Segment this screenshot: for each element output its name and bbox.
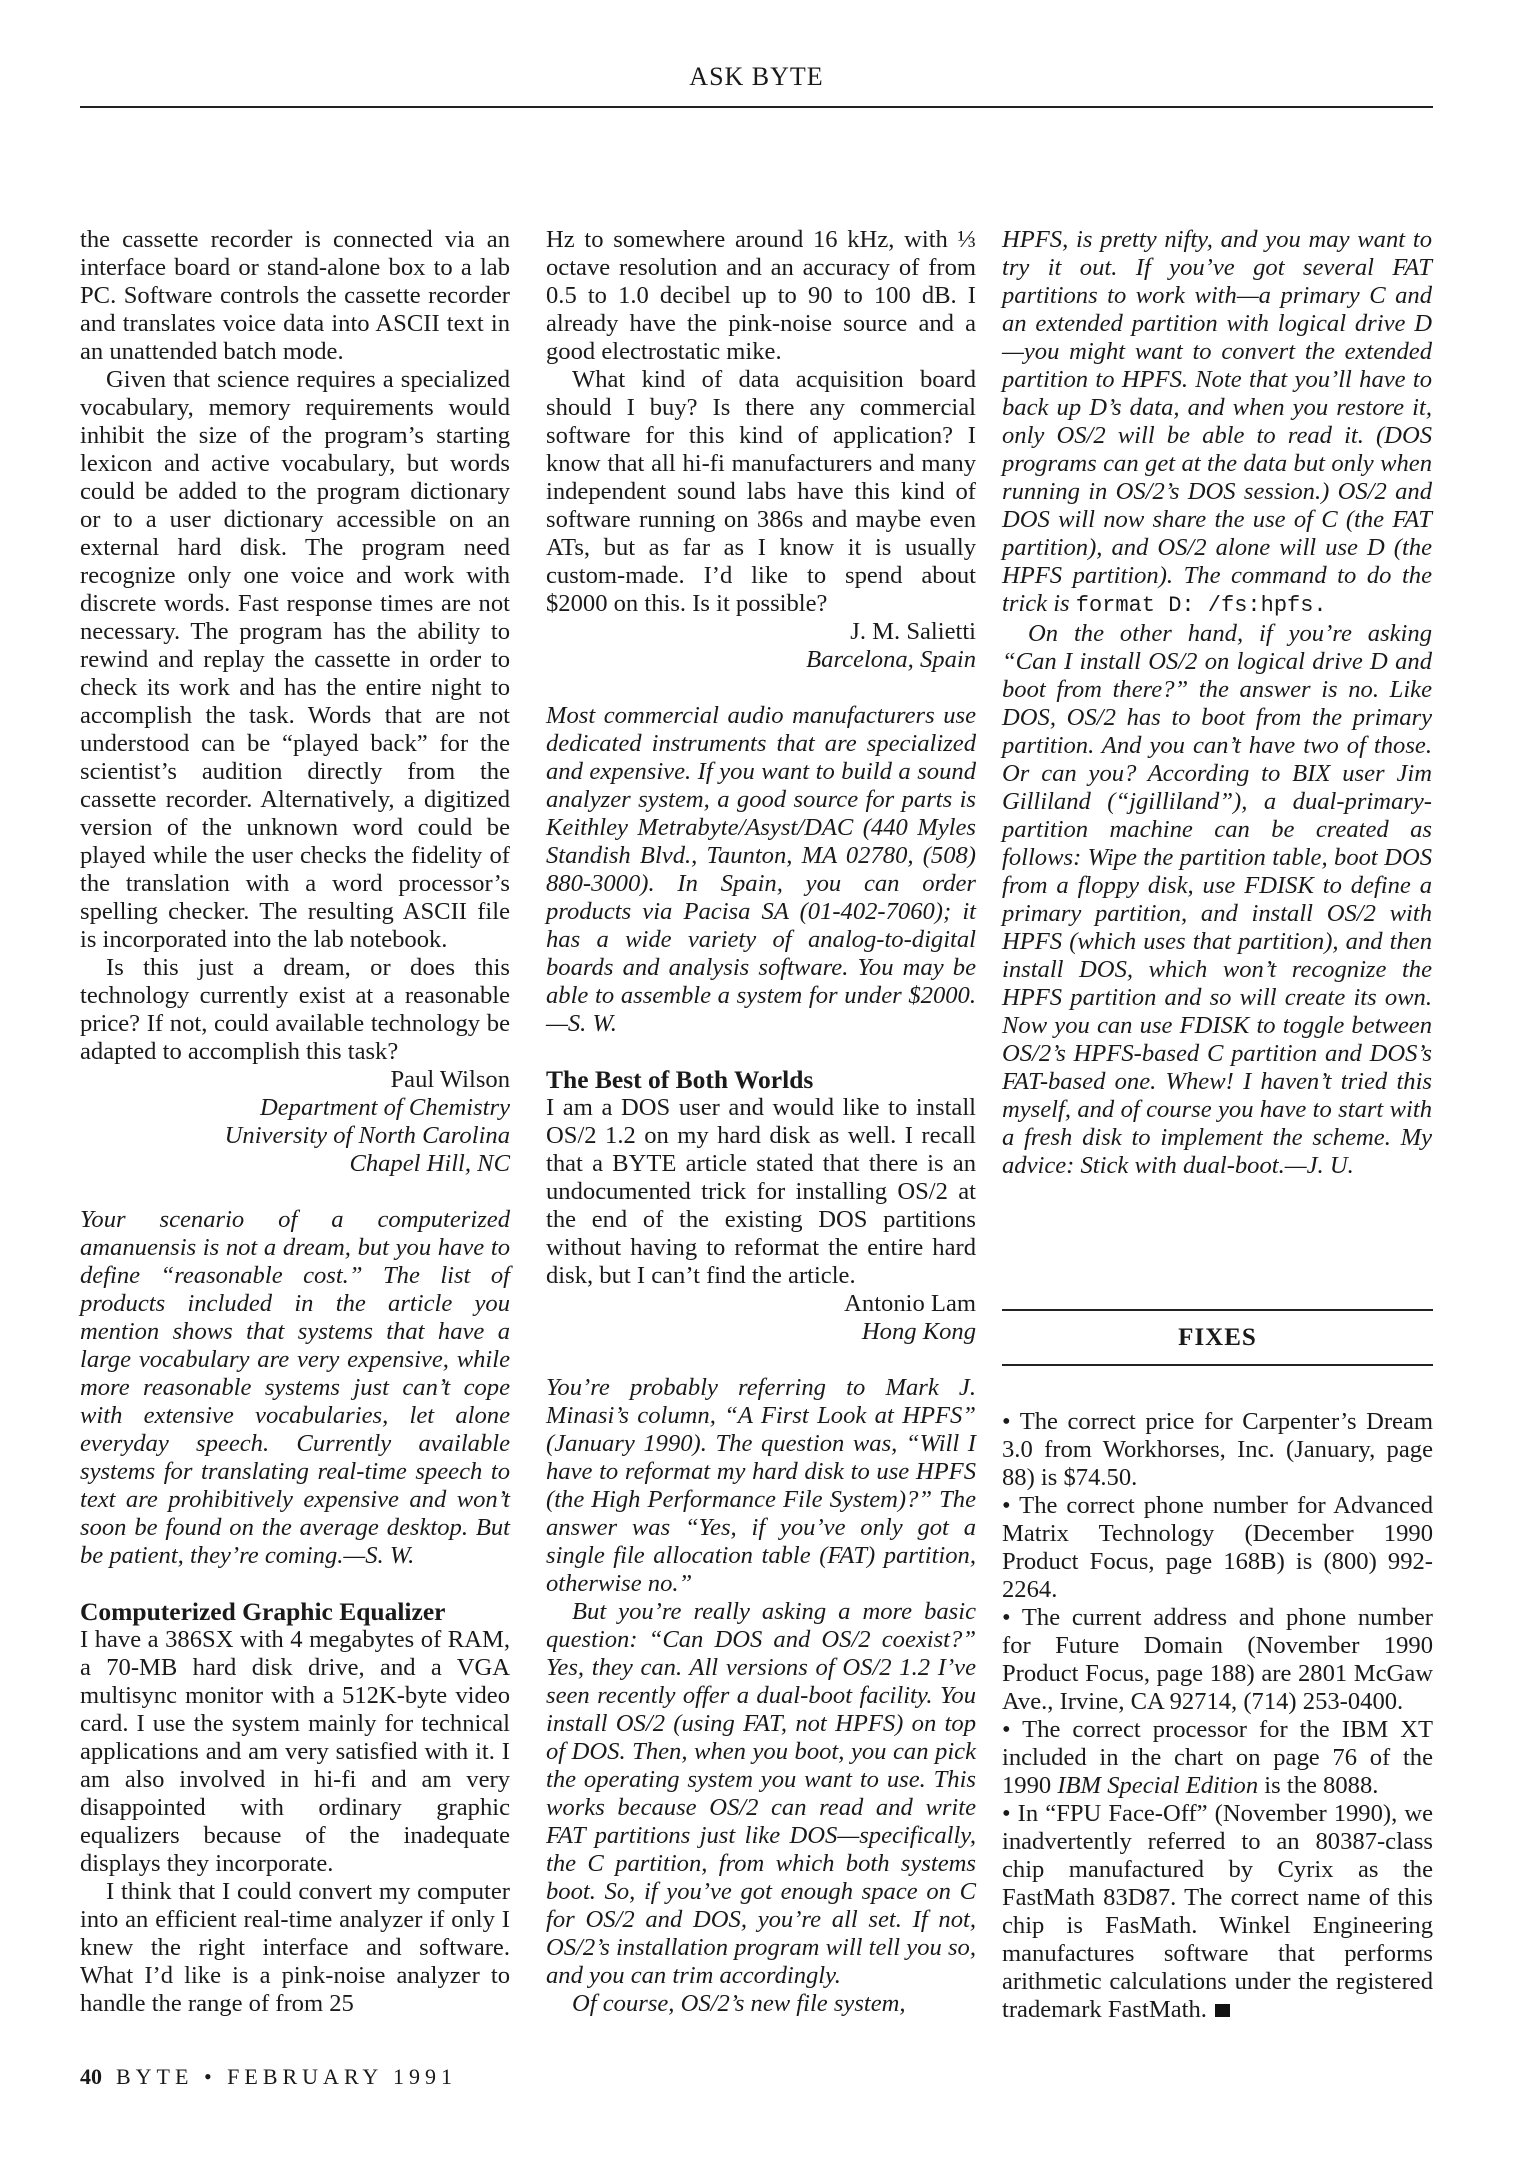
signature-line: Chapel Hill, NC [349, 1150, 510, 1177]
signature-line: Department of Chemistry [259, 1094, 510, 1121]
signature-line: Barcelona, Spain [806, 646, 976, 673]
fix-item [1002, 1604, 1433, 1716]
header-rule [80, 106, 1433, 108]
text-segment: HPFS, is pretty nifty, and you may want to try it out. If you’ve got several FAT partitions to work with—a primary C and an extended partition with logical drive D—you might want to convert the extended partition to HPFS. Note that you’ll have to back up D’s data, and when you restore it, only OS/2 will be able to read it. (DOS programs can get at the data but only when running in OS/2’s DOS session.) OS/2 and DOS will now share the use of C (the FAT partition), and OS/2 alone will use D (the HPFS partition). The command to do the trick is [1002, 226, 1432, 617]
paragraph: What kind of data acquisition board should I buy? Is there any commercial software for this kind of application? I know that all hi-fi manufacturers and many independent sound labs have this kind of software running on 386s and maybe even ATs, but as far as I know it is usually custom-made. I’d like to spend about $2000 on this. Is it possible? [546, 366, 976, 617]
section-header: ASK BYTE [689, 62, 824, 91]
section-heading: The Best of Both Worlds [546, 1065, 814, 1094]
column-3 [1002, 226, 1432, 1180]
fixes-title: FIXES [1178, 1324, 1257, 1351]
signature-line: Hong Kong [861, 1318, 976, 1345]
signature-line: University of North Carolina [224, 1122, 510, 1149]
code-text: format D: /fs:hpfs [1075, 593, 1314, 618]
fix-item [1002, 1492, 1433, 1604]
code-text: . [1313, 593, 1327, 618]
editor-reply: Most commercial audio manufacturers use dedicated instruments that are specialized and expensive. If you want to build a sound analyzer system, a good source for parts is Keithley Metrabyte/Asyst/DAC (440 Myles Standish Blvd., Taunton, MA 02780, (508) 880-3000). In Spain, you can order products via Pacisa SA (01-402-7060); it has a wide variety of analog-to-digital boards and analysis software. You may be able to assemble a system for under $2000.—S. W. [546, 702, 976, 1037]
fixes-list [1002, 1408, 1433, 2024]
section-heading: Computerized Graphic Equalizer [80, 1597, 446, 1626]
editor-reply: But you’re really asking a more basic question: “Can DOS and OS/2 coexist?” Yes, they can. All versions of OS/2 1.2 I’ve seen recently offer a dual-boot facility. You install OS/2 (using FAT, not HPFS) on top of DOS. Then, when you boot, you can pick the operating system you want to use. This works because OS/2 can read and write FAT partitions just like DOS—specifically, the C partition, from which both systems boot. So, if you’ve got enough space on C for OS/2 and DOS, you’re all set. If not, OS/2’s installation program will tell you so, and you can trim accordingly. [546, 1598, 976, 1989]
paragraph: the cassette recorder is connected via an interface board or stand-alone box to a lab PC. Software controls the cassette recorder and translates voice data into ASCII text in an unattended batch mode. [80, 226, 510, 365]
editor-reply [1002, 226, 1432, 620]
column-1 [80, 226, 510, 2018]
text-segment: • The correct processor for the IBM XT included in the chart on page 76 of the 1990 [1002, 1716, 1433, 1799]
end-mark-icon [1215, 2004, 1230, 2017]
paragraph: I have a 386SX with 4 megabytes of RAM, a 70-MB hard disk drive, and a VGA multisync monitor with a 512K-byte video card. I use the system mainly for technical applications and am very satisfied with it. I am also involved in hi-fi and am very disappointed with ordinary graphic equalizers because of the inadequate displays they incorporate. [80, 1626, 510, 1877]
fix-item [1002, 1716, 1433, 1800]
text-segment: • The correct price for Carpenter’s Dream 3.0 from Workhorses, Inc. (January, page 88) is $74.50. [1002, 1408, 1433, 1491]
fixes-section [1002, 1309, 1433, 2024]
signature-name: J. M. Salietti [850, 618, 976, 645]
fix-item [1002, 1800, 1433, 2024]
text-segment: • The current address and phone number for Future Domain (November 1990 Product Focus, page 188) are 2801 McGaw Ave., Irvine, CA 92714, (714) 253-0400. [1002, 1604, 1433, 1715]
text-segment: • In “FPU Face-Off” (November 1990), we inadvertently referred to an 80387-class chip manufactured by Cyrix as the FastMath 83D87. The correct name of this chip is FasMath. Winkel Engineering manufactures software that performs arithmetic calculations under the registered trademark FastMath. [1002, 1800, 1433, 2023]
magazine-issue: BYTE • FEBRUARY 1991 [116, 2064, 457, 2089]
paragraph: Given that science requires a specialized vocabulary, memory requirements would inhibit the size of the program’s starting lexicon and active vocabulary, but words could be added to the program dictionary or to a user dictionary accessible on an external hard disk. The program need recognize only one voice and work with discrete words. Fast response times are not necessary. The program has the ability to rewind and replay the cassette in order to check its work and has the entire night to accomplish the task. Words that are not understood can be “played back” for the scientist’s audition directly from the cassette recorder. Alternatively, a digitized version of the unknown word could be played while the user checks the fidelity of the translation with a word processor’s spelling checker. The resulting ASCII file is incorporated into the lab notebook. [80, 366, 510, 953]
page-footer [80, 2064, 457, 2090]
text-segment: IBM Special Edition [1057, 1772, 1259, 1799]
column-2 [546, 226, 976, 2018]
editor-reply: Your scenario of a computerized amanuensis is not a dream, but you have to define “reasonable cost.” The list of products included in the article you mention shows that systems that have a large vocabulary are very expensive, while more reasonable systems just can’t cope with extensive vocabularies, let alone everyday speech. Currently available systems for translating real-time speech to text are prohibitively expensive and won’t soon be found on the average desktop. But be patient, they’re coming.—S. W. [80, 1206, 510, 1569]
paragraph: I am a DOS user and would like to install OS/2 1.2 on my hard disk as well. I recall that a BYTE article stated that there is an undocumented trick for installing OS/2 at the end of the existing DOS partitions without having to reformat the entire hard disk, but I can’t find the article. [546, 1094, 976, 1289]
signature-name: Antonio Lam [844, 1290, 976, 1317]
text-segment: is the 8088. [1258, 1772, 1379, 1799]
fix-item [1002, 1408, 1433, 1492]
paragraph: I think that I could convert my computer into an efficient real-time analyzer if only I knew the right interface and software. What I’d like is a pink-noise analyzer to handle the range of from 25 [80, 1878, 510, 2017]
editor-reply: Of course, OS/2’s new file system, [572, 1990, 906, 2017]
editor-reply: On the other hand, if you’re asking “Can I install OS/2 on logical drive D and boot from there?” the answer is no. Like DOS, OS/2 has to boot from the primary partition. And you can’t have two of those. Or can you? According to BIX user Jim Gilliland (“jgilliland”), a dual-primary-partition machine can be created as follows: Wipe the partition table, boot DOS from a floppy disk, use FDISK to define a primary partition, and install OS/2 with HPFS (which uses that partition), and then install DOS, which won’t recognize the HPFS partition and so will create its own. Now you can use FDISK to toggle between OS/2’s HPFS-based C partition and DOS’s FAT-based one. Whew! I haven’t tried this myself, and of course you have to start with a fresh disk to implement the scheme. My advice: Stick with dual-boot.—J. U. [1002, 620, 1432, 1179]
paragraph: Hz to somewhere around 16 kHz, with ⅓ octave resolution and an accuracy of from 0.5 to 1.0 decibel up to 90 to 100 dB. I already have the pink-noise source and a good electrostatic mike. [546, 226, 976, 365]
editor-reply: You’re probably referring to Mark J. Minasi’s column, “A First Look at HPFS” (January 1990). The question was, “Will I have to reformat my hard disk to use HPFS (the High Performance File System)?” The answer was “Yes, if you’ve only got a single file allocation table (FAT) partition, otherwise no.” [546, 1374, 976, 1597]
paragraph: Is this just a dream, or does this technology currently exist at a reasonable price? If not, could available technology be adapted to accomplish this task? [80, 954, 510, 1065]
page-number: 40 [80, 2064, 102, 2089]
signature-name: Paul Wilson [390, 1066, 510, 1093]
text-segment: • The correct phone number for Advanced Matrix Technology (December 1990 Product Focus, page 168B) is (800) 992-2264. [1002, 1492, 1433, 1603]
fixes-bottom-rule [1002, 1364, 1433, 1366]
